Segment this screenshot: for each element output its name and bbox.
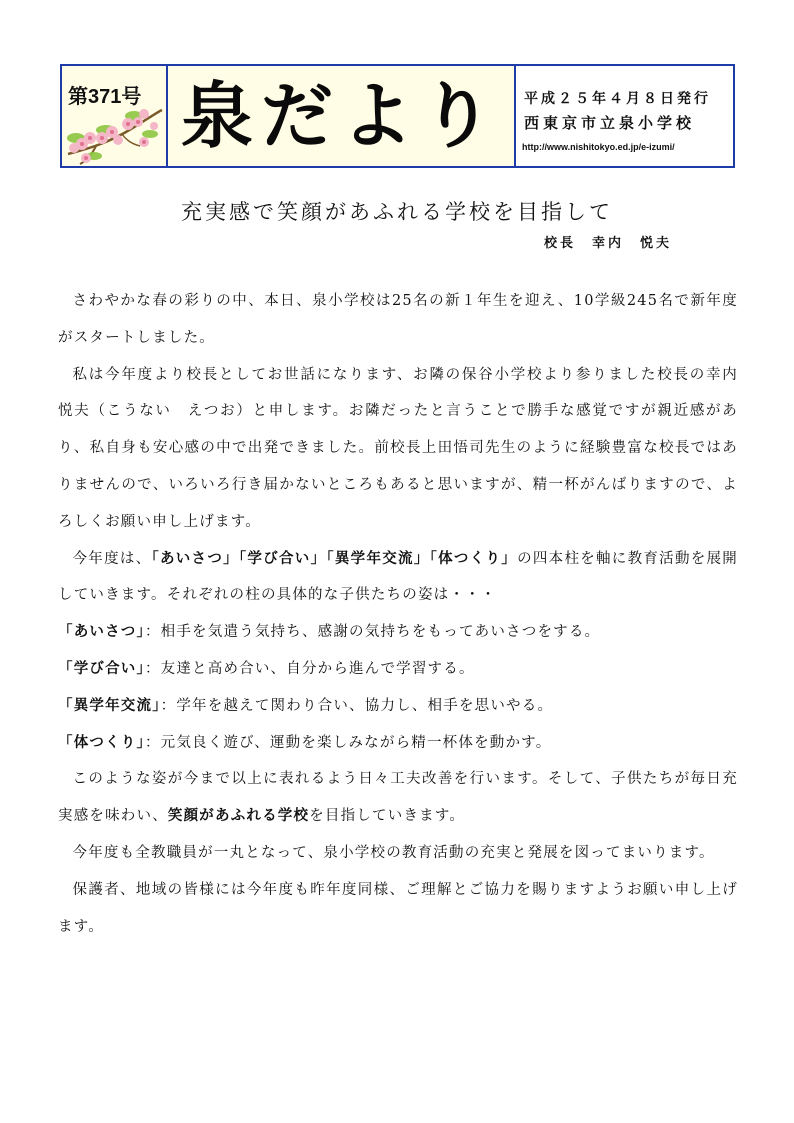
article-headline: 充実感で笑顔があふれる学校を目指して	[181, 200, 613, 224]
pillar-text: ：友達と高め合い、自分から進んで学習する。	[144, 660, 475, 677]
paragraph-4	[58, 761, 738, 835]
pillar-text: ：元気良く遊び、運動を楽しみながら精一杯体を動かす。	[144, 734, 552, 751]
newsletter-title: 泉だより	[180, 73, 501, 158]
pillar-label: 「異学年交流」	[58, 696, 161, 714]
pillar-item	[58, 614, 738, 651]
paragraph-4-post: を目指していきます。	[309, 808, 466, 825]
four-pillars: 「あいさつ」「学び合い」「異学年交流」「体つくり」	[151, 549, 518, 567]
title-cell	[168, 66, 516, 166]
school-url-link[interactable]: http://www.nishitokyo.ed.jp/e-izumi/	[522, 142, 675, 152]
pillar-label: 「あいさつ」	[58, 623, 145, 641]
pillar-item	[58, 725, 738, 762]
pillar-item	[58, 651, 738, 688]
issue-number: 第371号	[68, 86, 142, 108]
pillar-item	[58, 688, 738, 725]
paragraph-1: さわやかな春の彩りの中、本日、泉小学校は25名の新１年生を迎え、10学級245名で新年度がスタートしました。	[58, 293, 738, 346]
paragraph-4-emphasis: 笑顔があふれる学校	[167, 807, 310, 825]
issue-date: 平成２５年４月８日発行	[524, 90, 711, 106]
paragraph-4-pre: このような姿が今まで以上に表れるよう日々工夫改善を行います。そして、子供たちが毎日充実感を味わい、	[58, 771, 738, 825]
info-cell	[516, 66, 733, 166]
article-body	[58, 283, 754, 945]
issue-cell	[62, 66, 168, 166]
pillar-label: 「学び合い」	[58, 659, 145, 677]
paragraph-3	[58, 541, 738, 615]
pillar-text: ：相手を気遣う気持ち、感謝の気持ちをもってあいさつをする。	[144, 624, 601, 641]
paragraph-5: 今年度も全教職員が一丸となって、泉小学校の教育活動の充実と発展を図ってまいります。	[72, 844, 715, 861]
cherry-blossom-branch-icon	[66, 104, 164, 166]
school-name: 西東京市立泉小学校	[524, 115, 696, 132]
pillar-label: 「体つくり」	[58, 733, 145, 751]
paragraph-3-pre: 今年度は、	[72, 550, 152, 567]
paragraph-3-post: の四本柱を軸に教育活動を展開していきます。それぞれの柱の具体的な子供たちの姿は・・・	[58, 550, 739, 604]
newsletter-masthead	[60, 64, 735, 168]
article-author: 校長 幸内 悦夫	[544, 236, 673, 251]
pillar-text: ：学年を越えて関わり合い、協力し、相手を思いやる。	[160, 697, 554, 714]
paragraph-6: 保護者、地域の皆様には今年度も昨年度同様、ご理解とご協力を賜りますようお願い申し上げます。	[58, 881, 738, 935]
paragraph-2: 私は今年度より校長としてお世話になります、お隣の保谷小学校より参りました校長の幸内 悦夫（こうない えつお）と申します。お隣だったと言うことで勝手な感覚ですが親近感があり、私自身も安心感の中で出発できました。前校長上田悟司先生のように経験豊富な校長ではありませんので、いろいろ行き届かないところもあると思いますが、精一杯がんばりますので、よろしくお願い申し上げます。	[58, 366, 754, 530]
